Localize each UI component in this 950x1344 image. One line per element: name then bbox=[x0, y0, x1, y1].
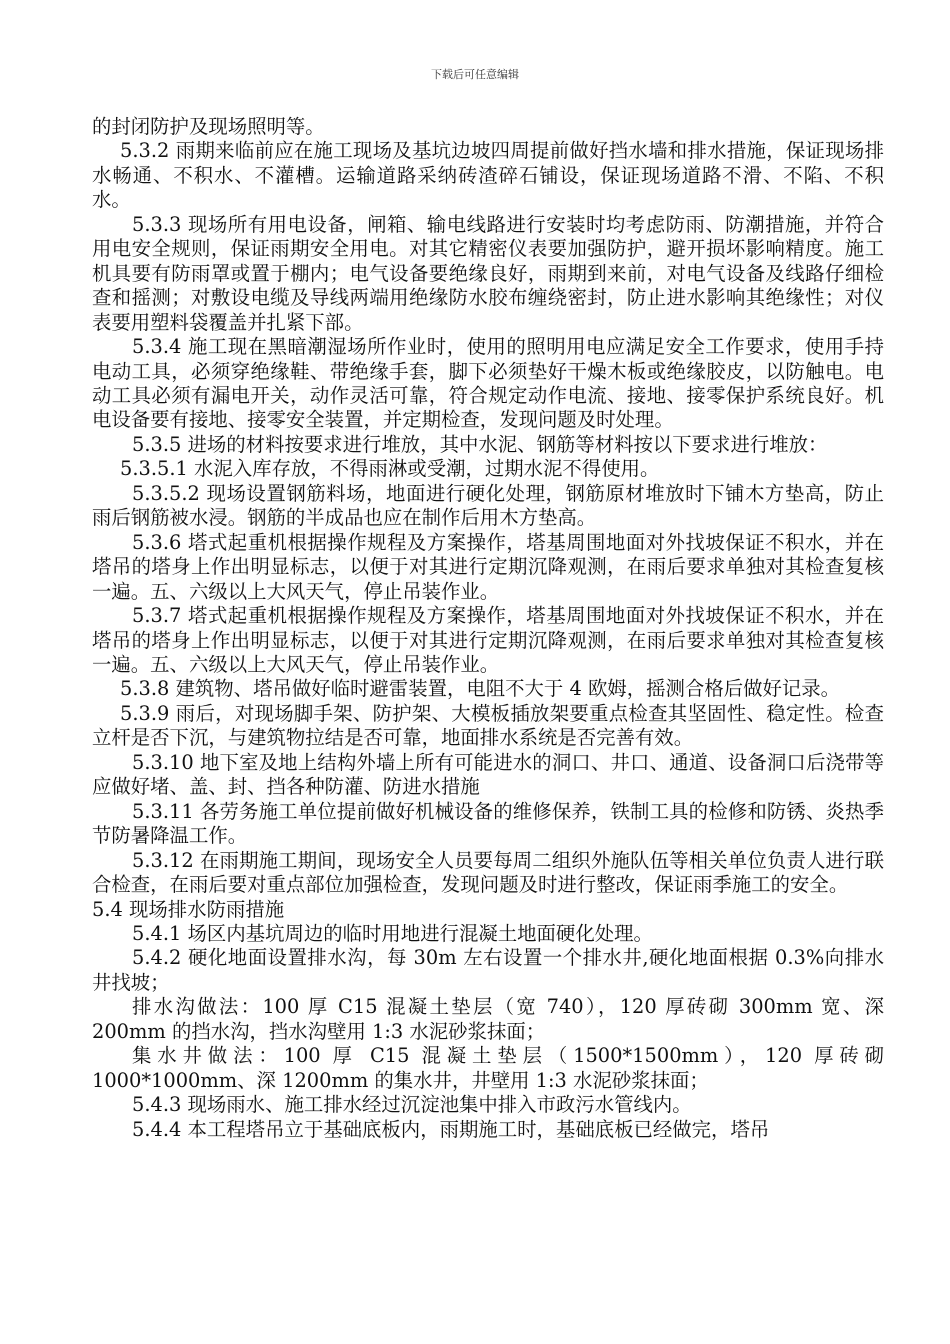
document-body bbox=[92, 115, 884, 1142]
paragraph: 5.4.1 场区内基坑周边的临时用地进行混凝土地面硬化处理。 bbox=[132, 921, 653, 945]
paragraph: 的封闭防护及现场照明等。 bbox=[92, 115, 325, 138]
paragraph: 5.4.3 现场雨水、施工排水经过沉淀池集中排入市政污水管线内。 bbox=[132, 1093, 692, 1117]
paragraph: 排水沟做法：100 厚 C15 混凝土垫层（宽 740），120 厚砖砌 300mm 宽、深 200mm 的挡水沟，挡水沟壁用 1:3 水泥砂浆抹面； bbox=[92, 995, 884, 1043]
paragraph: 5.3.6 塔式起重机根据操作规程及方案操作，塔基周围地面对外找坡保证不积水，并在塔吊的塔身上作出明显标志，以便于对其进行定期沉降观测，在雨后要求单独对其检查复核一遍。五、六级以上大风天气，停止吊装作业。 bbox=[92, 530, 884, 603]
paragraph: 5.3.3 现场所有用电设备，闸箱、输电线路进行安装时均考虑防雨、防潮措施，并符合用电安全规则，保证雨期安全用电。对其它精密仪表要加强防护，避开损坏影响精度。施工机具要有防雨罩或置于棚内；电气设备要绝缘良好，雨期到来前，对电气设备及线路仔细检查和摇测；对敷设电缆及导线两端用绝缘防水胶布缠绕密封，防止进水影响其绝缘性；对仪表要用塑料袋覆盖并扎紧下部。 bbox=[92, 212, 884, 334]
paragraph: 5.3.11 各劳务施工单位提前做好机械设备的维修保养，铁制工具的检修和防锈、炎热季节防暑降温工作。 bbox=[92, 799, 884, 848]
paragraph: 5.4 现场排水防雨措施 bbox=[92, 897, 285, 921]
paragraph: 集水井做法：100 厚 C15 混凝土垫层（1500*1500mm），120 厚砖砌 1000*1000mm、深 1200mm 的集水井，井壁用 1:3 水泥砂浆抹面； bbox=[92, 1044, 884, 1092]
paragraph: 5.3.8 建筑物、塔吊做好临时避雷装置，电阻不大于 4 欧姆，摇测合格后做好记录。 bbox=[120, 677, 841, 701]
paragraph: 5.3.5 进场的材料按要求进行堆放，其中水泥、钢筋等材料按以下要求进行堆放： bbox=[132, 432, 828, 456]
paragraph: 5.4.2 硬化地面设置排水沟，每 30m 左右设置一个排水井,硬化地面根据 0.3%向排水井找坡； bbox=[92, 946, 884, 994]
paragraph: 5.3.12 在雨期施工期间，现场安全人员要每周二组织外施队伍等相关单位负责人进行联合检查，在雨后要对重点部位加强检查，发现问题及时进行整改，保证雨季施工的安全。 bbox=[92, 848, 884, 897]
page-header: 下载后可任意编辑 bbox=[431, 68, 519, 81]
paragraph: 5.3.10 地下室及地上结构外墙上所有可能进水的洞口、井口、通道、设备洞口后浇带等应做好堵、盖、封、挡各种防灌、防进水措施 bbox=[92, 750, 884, 799]
paragraph: 5.3.4 施工现在黑暗潮湿场所作业时，使用的照明用电应满足安全工作要求，使用手持电动工具，必须穿绝缘鞋、带绝缘手套，脚下必须垫好干燥木板或绝缘胶皮，以防触电。电动工具必须有漏电开关，动作灵活可靠，符合规定动作电流、接地、接零保护系统良好。机电设备要有接地、接零安全装置，并定期检查，发现问题及时处理。 bbox=[92, 335, 884, 432]
paragraph: 5.4.4 本工程塔吊立于基础底板内，雨期施工时，基础底板已经做完，塔吊 bbox=[132, 1117, 770, 1141]
paragraph: 5.3.7 塔式起重机根据操作规程及方案操作，塔基周围地面对外找坡保证不积水，并在塔吊的塔身上作出明显标志，以便于对其进行定期沉降观测，在雨后要求单独对其检查复核一遍。五、六级以上大风天气，停止吊装作业。 bbox=[92, 604, 884, 676]
paragraph: 5.3.2 雨期来临前应在施工现场及基坑边坡四周提前做好挡水墙和排水措施，保证现场排水畅通、不积水、不灌槽。运输道路采纳砖渣碎石铺设，保证现场道路不滑、不陷、不积水。 bbox=[92, 139, 884, 212]
paragraph: 5.3.5.2 现场设置钢筋料场，地面进行硬化处理，钢筋原材堆放时下铺木方垫高，防止雨后钢筋被水浸。钢筋的半成品也应在制作后用木方垫高。 bbox=[92, 481, 884, 530]
paragraph: 5.3.9 雨后，对现场脚手架、防护架、大模板插放架要重点检查其坚固性、稳定性。检查立杆是否下沉，与建筑物拉结是否可靠，地面排水系统是否完善有效。 bbox=[92, 701, 884, 750]
paragraph: 5.3.5.1 水泥入库存放，不得雨淋或受潮，过期水泥不得使用。 bbox=[120, 457, 660, 481]
